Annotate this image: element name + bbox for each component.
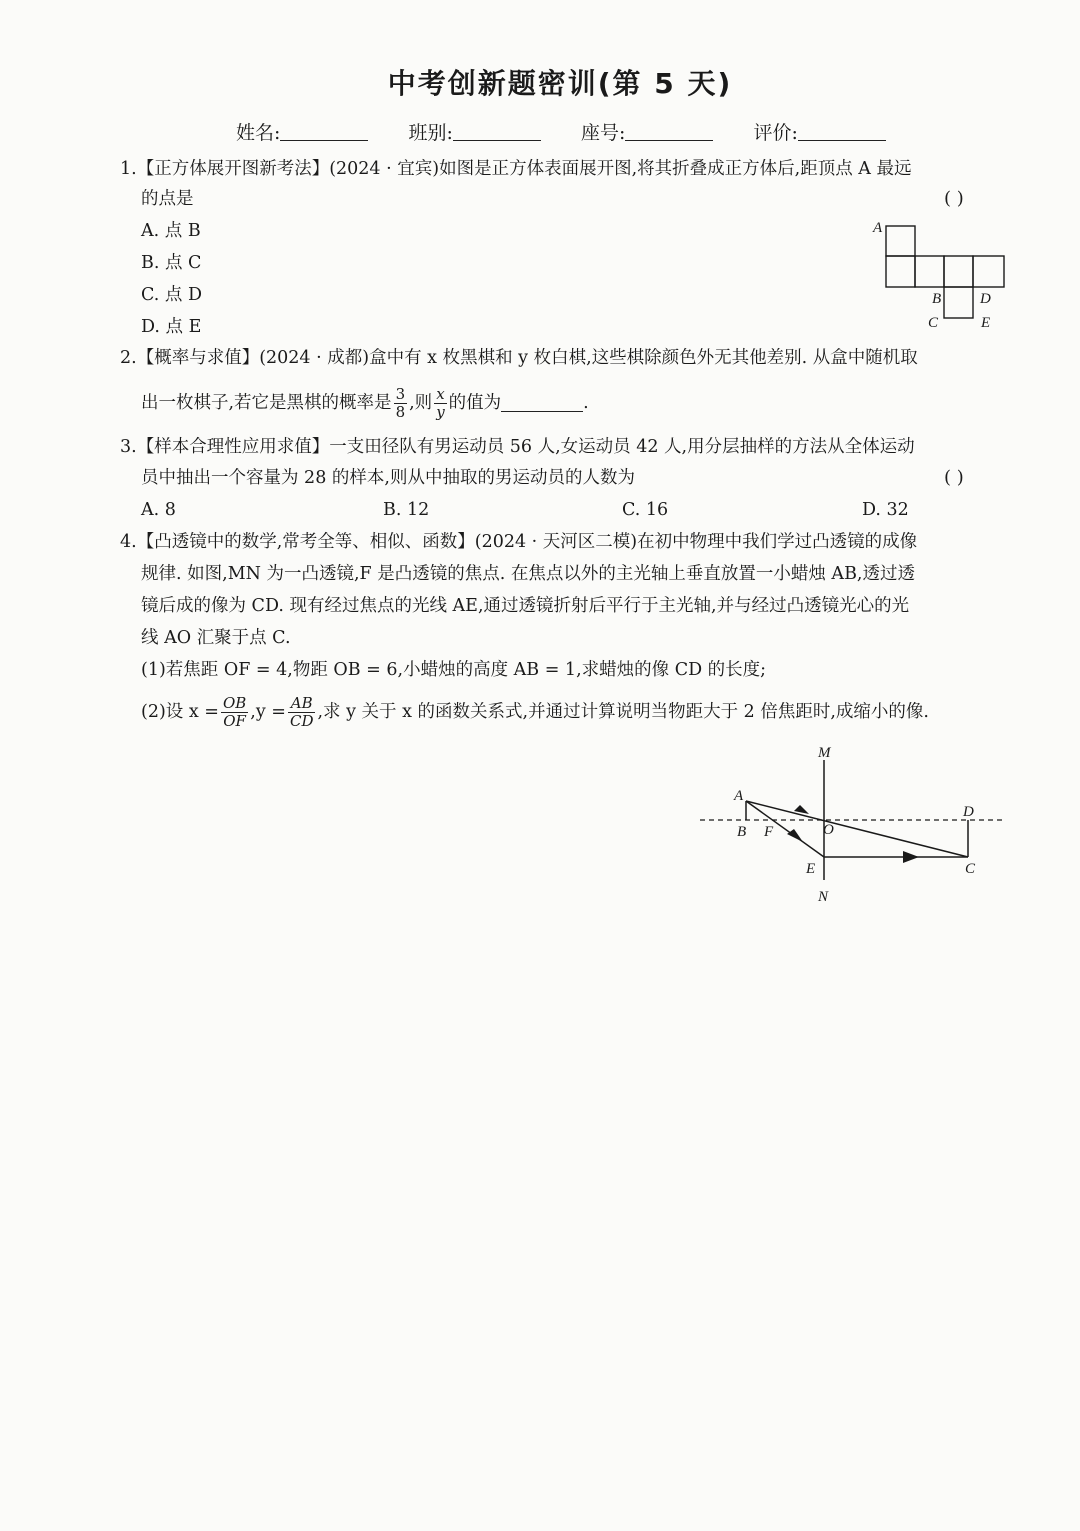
- net-label-a: A: [873, 220, 883, 236]
- fraction-denominator: OF: [223, 711, 246, 730]
- q1-option-d[interactable]: D. 点 E: [141, 317, 202, 337]
- q4-line2: 规律. 如图,MN 为一凸透镜,F 是凸透镜的焦点. 在焦点以外的主光轴上垂直放置一小蜡烛 AB,透过透: [141, 564, 915, 584]
- label-f: F: [764, 824, 774, 840]
- label-c: C: [965, 861, 976, 877]
- label-m: M: [818, 745, 831, 761]
- q3-option-b[interactable]: B. 12: [383, 500, 430, 520]
- q2-line2-text-a: 出一枚棋子,若它是黑棋的概率是: [141, 393, 392, 413]
- label-a: A: [734, 788, 744, 804]
- label-o: O: [823, 822, 834, 838]
- q1-line2: 的点是: [141, 189, 194, 209]
- net-square: [886, 256, 915, 287]
- fraction-numerator: OB: [222, 693, 247, 712]
- q4-part2-text-b: ,y =: [250, 702, 286, 722]
- fraction-denominator: CD: [289, 711, 314, 730]
- fraction-3-8: [394, 386, 408, 421]
- q1-option-b[interactable]: B. 点 C: [141, 253, 202, 273]
- q3-option-d[interactable]: D. 32: [862, 500, 909, 520]
- q2-line1: 2.【概率与求值】(2024 · 成都)盒中有 x 枚黑棋和 y 枚白棋,这些棋除颜色外无其他差别. 从盒中随机取: [120, 348, 918, 368]
- q1-option-c[interactable]: C. 点 D: [141, 285, 202, 305]
- fraction-numerator: AB: [288, 695, 316, 713]
- net-label-d: D: [980, 291, 991, 307]
- class-label: 班别:: [408, 122, 453, 144]
- q2-line2-text-b: ,则: [409, 393, 433, 413]
- q4-part2-text-a: (2)设 x =: [141, 702, 219, 722]
- fraction-ab-cd: [288, 695, 316, 730]
- arrow-on-ae: [787, 829, 803, 842]
- class-blank[interactable]: [453, 122, 541, 141]
- net-square: [944, 256, 973, 287]
- net-square: [886, 226, 915, 256]
- q4-part1: (1)若焦距 OF = 4,物距 OB = 6,小蜡烛的高度 AB = 1,求蜡烛的像 CD 的长度;: [141, 660, 767, 680]
- net-square: [915, 256, 944, 287]
- net-square: [973, 256, 1004, 287]
- q4-line3: 镜后成的像为 CD. 现有经过焦点的光线 AE,通过透镜折射后平行于主光轴,并与经过凸透镜光心的光: [141, 596, 910, 616]
- net-label-b: B: [932, 291, 942, 307]
- fraction-x-y: [434, 386, 446, 421]
- fraction-ob-of: [221, 695, 248, 730]
- seat-label: 座号:: [581, 122, 626, 144]
- fraction-numerator: x: [434, 386, 446, 404]
- fraction-denominator: y: [436, 402, 445, 421]
- fraction-numerator: 3: [395, 384, 406, 403]
- q4-line1: 4.【凸透镜中的数学,常考全等、相似、函数】(2024 · 天河区二模)在初中物理中我们学过凸透镜的成像: [120, 532, 918, 552]
- grade-label: 评价:: [753, 122, 798, 144]
- q2-line2: [141, 381, 589, 425]
- convex-lens-figure: [695, 735, 1015, 910]
- q1-option-a[interactable]: A. 点 B: [141, 221, 201, 241]
- net-label-c: C: [928, 315, 939, 331]
- q4-line4: 线 AO 汇聚于点 C.: [141, 628, 291, 648]
- q1-line1: 1.【正方体展开图新考法】(2024 · 宜宾)如图是正方体表面展开图,将其折叠成正方体后,距顶点 A 最远: [120, 159, 912, 179]
- q3-line2: 员中抽出一个容量为 28 的样本,则从中抽取的男运动员的人数为: [141, 468, 635, 488]
- seat-blank[interactable]: [625, 122, 713, 141]
- name-label: 姓名:: [236, 122, 281, 144]
- q1-answer-paren[interactable]: ( ): [944, 188, 964, 209]
- q3-line1: 3.【样本合理性应用求值】一支田径队有男运动员 56 人,女运动员 42 人,用分层抽样的方法从全体运动: [120, 437, 915, 457]
- arrow-on-ao: [794, 805, 809, 814]
- q3-option-a[interactable]: A. 8: [141, 500, 176, 520]
- fraction-denominator: 8: [395, 402, 406, 421]
- q4-part2-text-c: ,求 y 关于 x 的函数关系式,并通过计算说明当物距大于 2 倍焦距时,成缩小的像.: [317, 702, 929, 722]
- cube-net-figure: [868, 212, 1018, 336]
- name-blank[interactable]: [280, 122, 368, 141]
- q3-answer-paren[interactable]: ( ): [944, 467, 964, 488]
- label-e: E: [806, 861, 816, 877]
- net-square: [944, 287, 973, 318]
- label-n: N: [818, 889, 829, 905]
- ray-ae: [746, 801, 824, 857]
- label-b: B: [737, 824, 747, 840]
- label-d: D: [963, 804, 974, 820]
- page-title: 中考创新题密训(第 5 天): [387, 67, 733, 100]
- net-label-e: E: [981, 315, 991, 331]
- arrow-on-ec: [903, 851, 919, 863]
- q3-option-c[interactable]: C. 16: [622, 500, 669, 520]
- grade-blank[interactable]: [798, 122, 886, 141]
- q2-line2-end: .: [583, 393, 589, 413]
- student-info-row: [236, 118, 886, 145]
- q4-part2: [141, 690, 929, 734]
- q2-answer-blank[interactable]: [501, 395, 583, 412]
- ray-ac: [746, 801, 968, 857]
- q2-line2-text-c: 的值为: [448, 393, 502, 413]
